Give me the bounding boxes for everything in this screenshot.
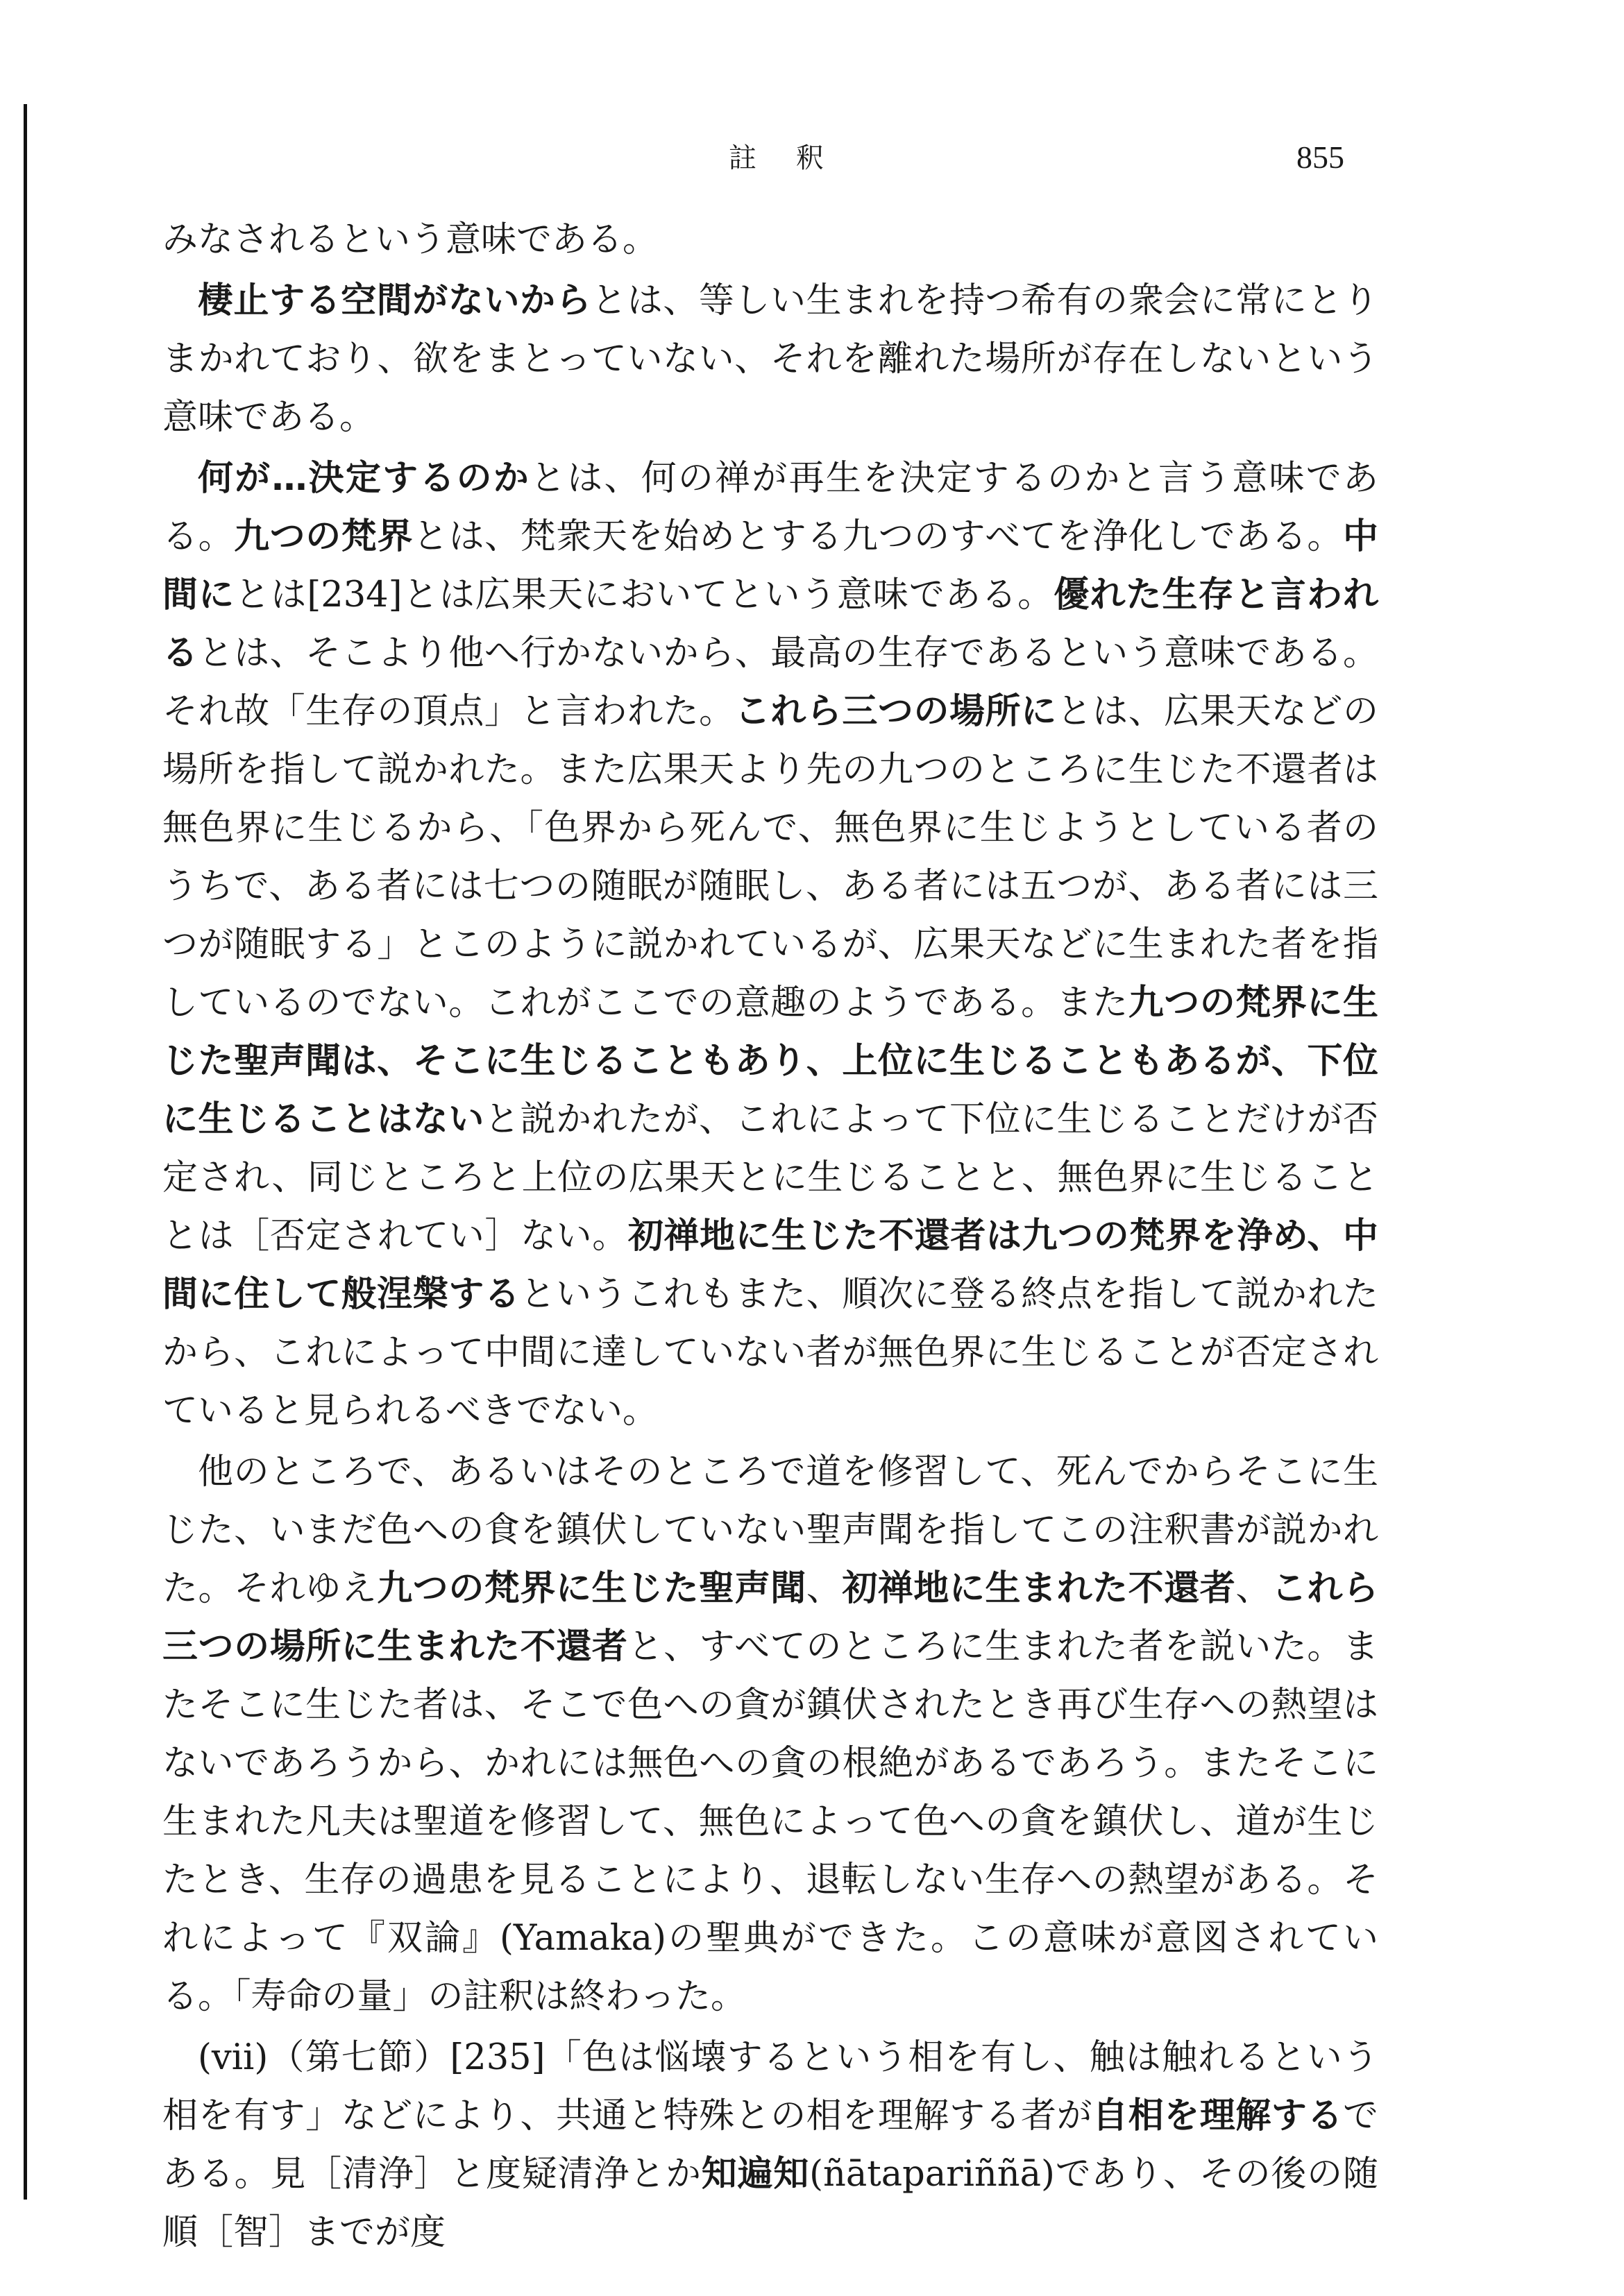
text-run: とは、等しい生まれを持つ希有の衆会に常にとりまかれており、欲をまとっていない、それを離れた場所が存在しないという意味である。 <box>162 280 1378 438</box>
bold-term: 初禅地に生じた不還者は九つの梵界を浄め、中間に住して般涅槃する <box>162 1216 1378 1315</box>
bold-term: 初禅地に生まれた不還者 <box>842 1568 1236 1609</box>
text-run: と、すべてのところに生まれた者を説いた。またそこに生じた者は、そこで色への貪が鎮伏されたとき再び生存への熱望はないであろうから、かれには無色への貪の根絶があるであろう。またそこに生まれた凡夫は聖道を修習して、無色によって色への貪を鎮伏し、道が生じたとき、生存の過患を見ることにより、退転しない生存への熱望がある。それによって『双論』(Yamaka)の聖典ができた。この意味が意図されている。「寿命の量」の註釈は終わった。 <box>162 1626 1378 2017</box>
bold-term: 優れた生存と言われる <box>162 575 1378 674</box>
paragraph <box>162 1443 1378 2026</box>
text-run: というこれもまた、順次に登る終点を指して説かれたから、これによって中間に達していない者が無色界に生じることが否定されていると見られるべきでない。 <box>162 1274 1378 1431</box>
bold-term: これら三つの場所に生まれた不還者 <box>162 1568 1378 1667</box>
text-run: とは、そこより他へ行かないから、最高の生存であるという意味である。それ故「生存の頂点」と言われた。 <box>162 633 1378 732</box>
bold-term: 自相を理解する <box>1092 2095 1343 2136</box>
bold-term: 九つの梵界 <box>234 516 414 557</box>
text-run: 、 <box>1235 1568 1271 1609</box>
paragraph <box>162 211 1378 269</box>
binding-margin-rule <box>24 104 27 2200</box>
text-run: である。見［清浄］と度疑清浄とか <box>162 2095 1378 2195</box>
text-run: (ñātapariññā)であり、その後の随順［智］までが度 <box>162 2154 1378 2253</box>
bold-term: 知遍知 <box>701 2154 810 2195</box>
bold-term: 何が…決定するのか <box>198 458 531 499</box>
bold-term: 中間に <box>162 516 1378 615</box>
text-run: と説かれたが、これによって下位に生じることだけが否定され、同じところと上位の広果天とに生じることと、無色界に生じることとは［否定されてい］ない。 <box>162 1099 1378 1257</box>
text-run: とは、広果天などの場所を指して説かれた。また広果天より先の九つのところに生じた不還者は無色界に生じるから、「色界から死んで、無色界に生じようとしている者のうちで、ある者には七つの随眠が随眠し、ある者には五つが、ある者には三つが随眠する」とこのように説かれているが、広果天などに生まれた者を指しているのでない。これがここでの意趣のようである。また <box>162 691 1378 1023</box>
bold-term: 棲止する空間がないから <box>198 280 592 321</box>
paragraph <box>162 2029 1378 2262</box>
text-run: みなされるという意味である。 <box>162 219 659 260</box>
paragraph <box>162 450 1378 1440</box>
bold-term: 九つの梵界に生じた聖声聞は、そこに生じることもあり、上位に生じることもあるが、下位に生じることはない <box>162 983 1378 1140</box>
text-run: (vii)（第七節）[235]「色は悩壊するという相を有し、触は触れるという相を有す」などにより、共通と特殊との相を理解する者が <box>162 2037 1378 2136</box>
text-run: 他のところで、あるいはそのところで道を修習して、死んでからそこに生じた、いまだ色への食を鎮伏していない聖声聞を指してこの注釈書が説かれた。それゆえ <box>162 1452 1378 1609</box>
text-run: とは、何の禅が再生を決定するのかと言う意味である。 <box>162 458 1378 557</box>
body-text <box>162 211 1378 2265</box>
text-run: 、 <box>806 1568 843 1609</box>
page-number: 855 <box>1296 139 1344 175</box>
bold-term: これら三つの場所に <box>734 691 1057 732</box>
text-run: とは[234]とは広果天においてという意味である。 <box>235 575 1054 615</box>
paragraph <box>162 272 1378 447</box>
bold-term: 九つの梵界に生じた聖声聞 <box>377 1568 806 1609</box>
running-title: 註 釈 <box>729 142 839 174</box>
text-run: とは、梵衆天を始めとする九つのすべてを浄化しである。 <box>413 516 1343 557</box>
